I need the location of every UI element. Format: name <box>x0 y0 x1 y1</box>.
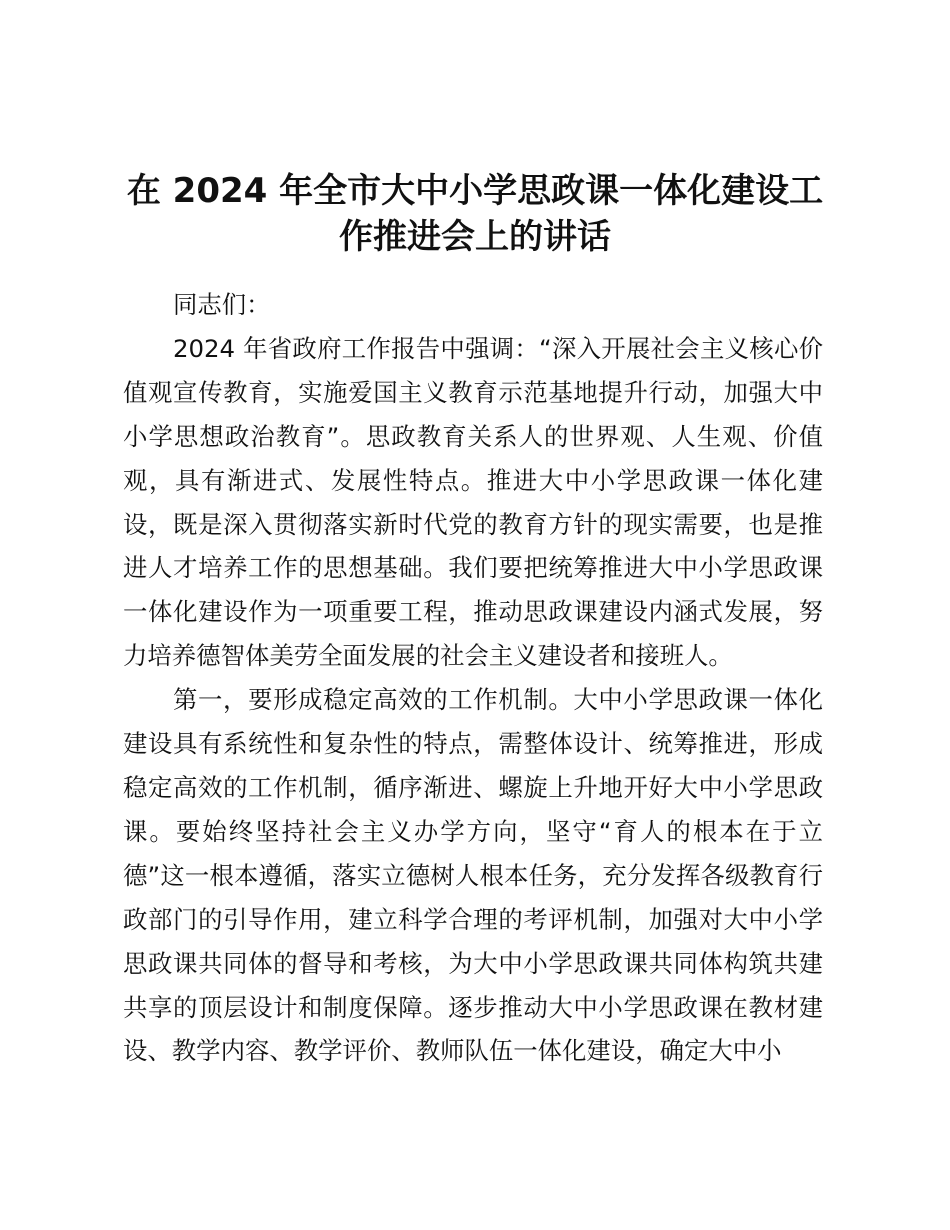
paragraph-first-point: 第一，要形成稳定高效的工作机制。大中小学思政课一体化建设具有系统性和复杂性的特点，需整体设计、统筹推进，形成稳定高效的工作机制，循序渐进、螺旋上升地开好大中小学思政课。要始终坚持社会主义办学方向，坚守“育人的根本在于立德”这一根本遵循，落实立德树人根本任务，充分发挥各级教育行政部门的引导作用，建立科学合理的考评机制，加强对大中小学思政课共同体的督导和考核，为大中小学思政课共同体构筑共建共享的顶层设计和制度保障。逐步推动大中小学思政课在教材建设、教学内容、教学评价、教师队伍一体化建设，确定大中小 <box>123 685 823 1066</box>
document-title: 在 2024 年全市大中小学思政课一体化建设工作推进会上的讲话 <box>126 171 824 257</box>
document-body <box>123 283 823 1073</box>
paragraph-intro: 2024 年省政府工作报告中强调：“深入开展社会主义核心价值观宣传教育，实施爱国主义教育示范基地提升行动，加强大中小学思想政治教育”。思政教育关系人的世界观、人生观、价值观，具有渐进式、发展性特点。推进大中小学思政课一体化建设，既是深入贯彻落实新时代党的教育方针的现实需要，也是推进人才培养工作的思想基础。我们要把统筹推进大中小学思政课一体化建设作为一项重要工程，推动思政课建设内涵式发展，努力培养德智体美劳全面发展的社会主义建设者和接班人。 <box>123 333 823 671</box>
salutation: 同志们： <box>173 290 271 319</box>
